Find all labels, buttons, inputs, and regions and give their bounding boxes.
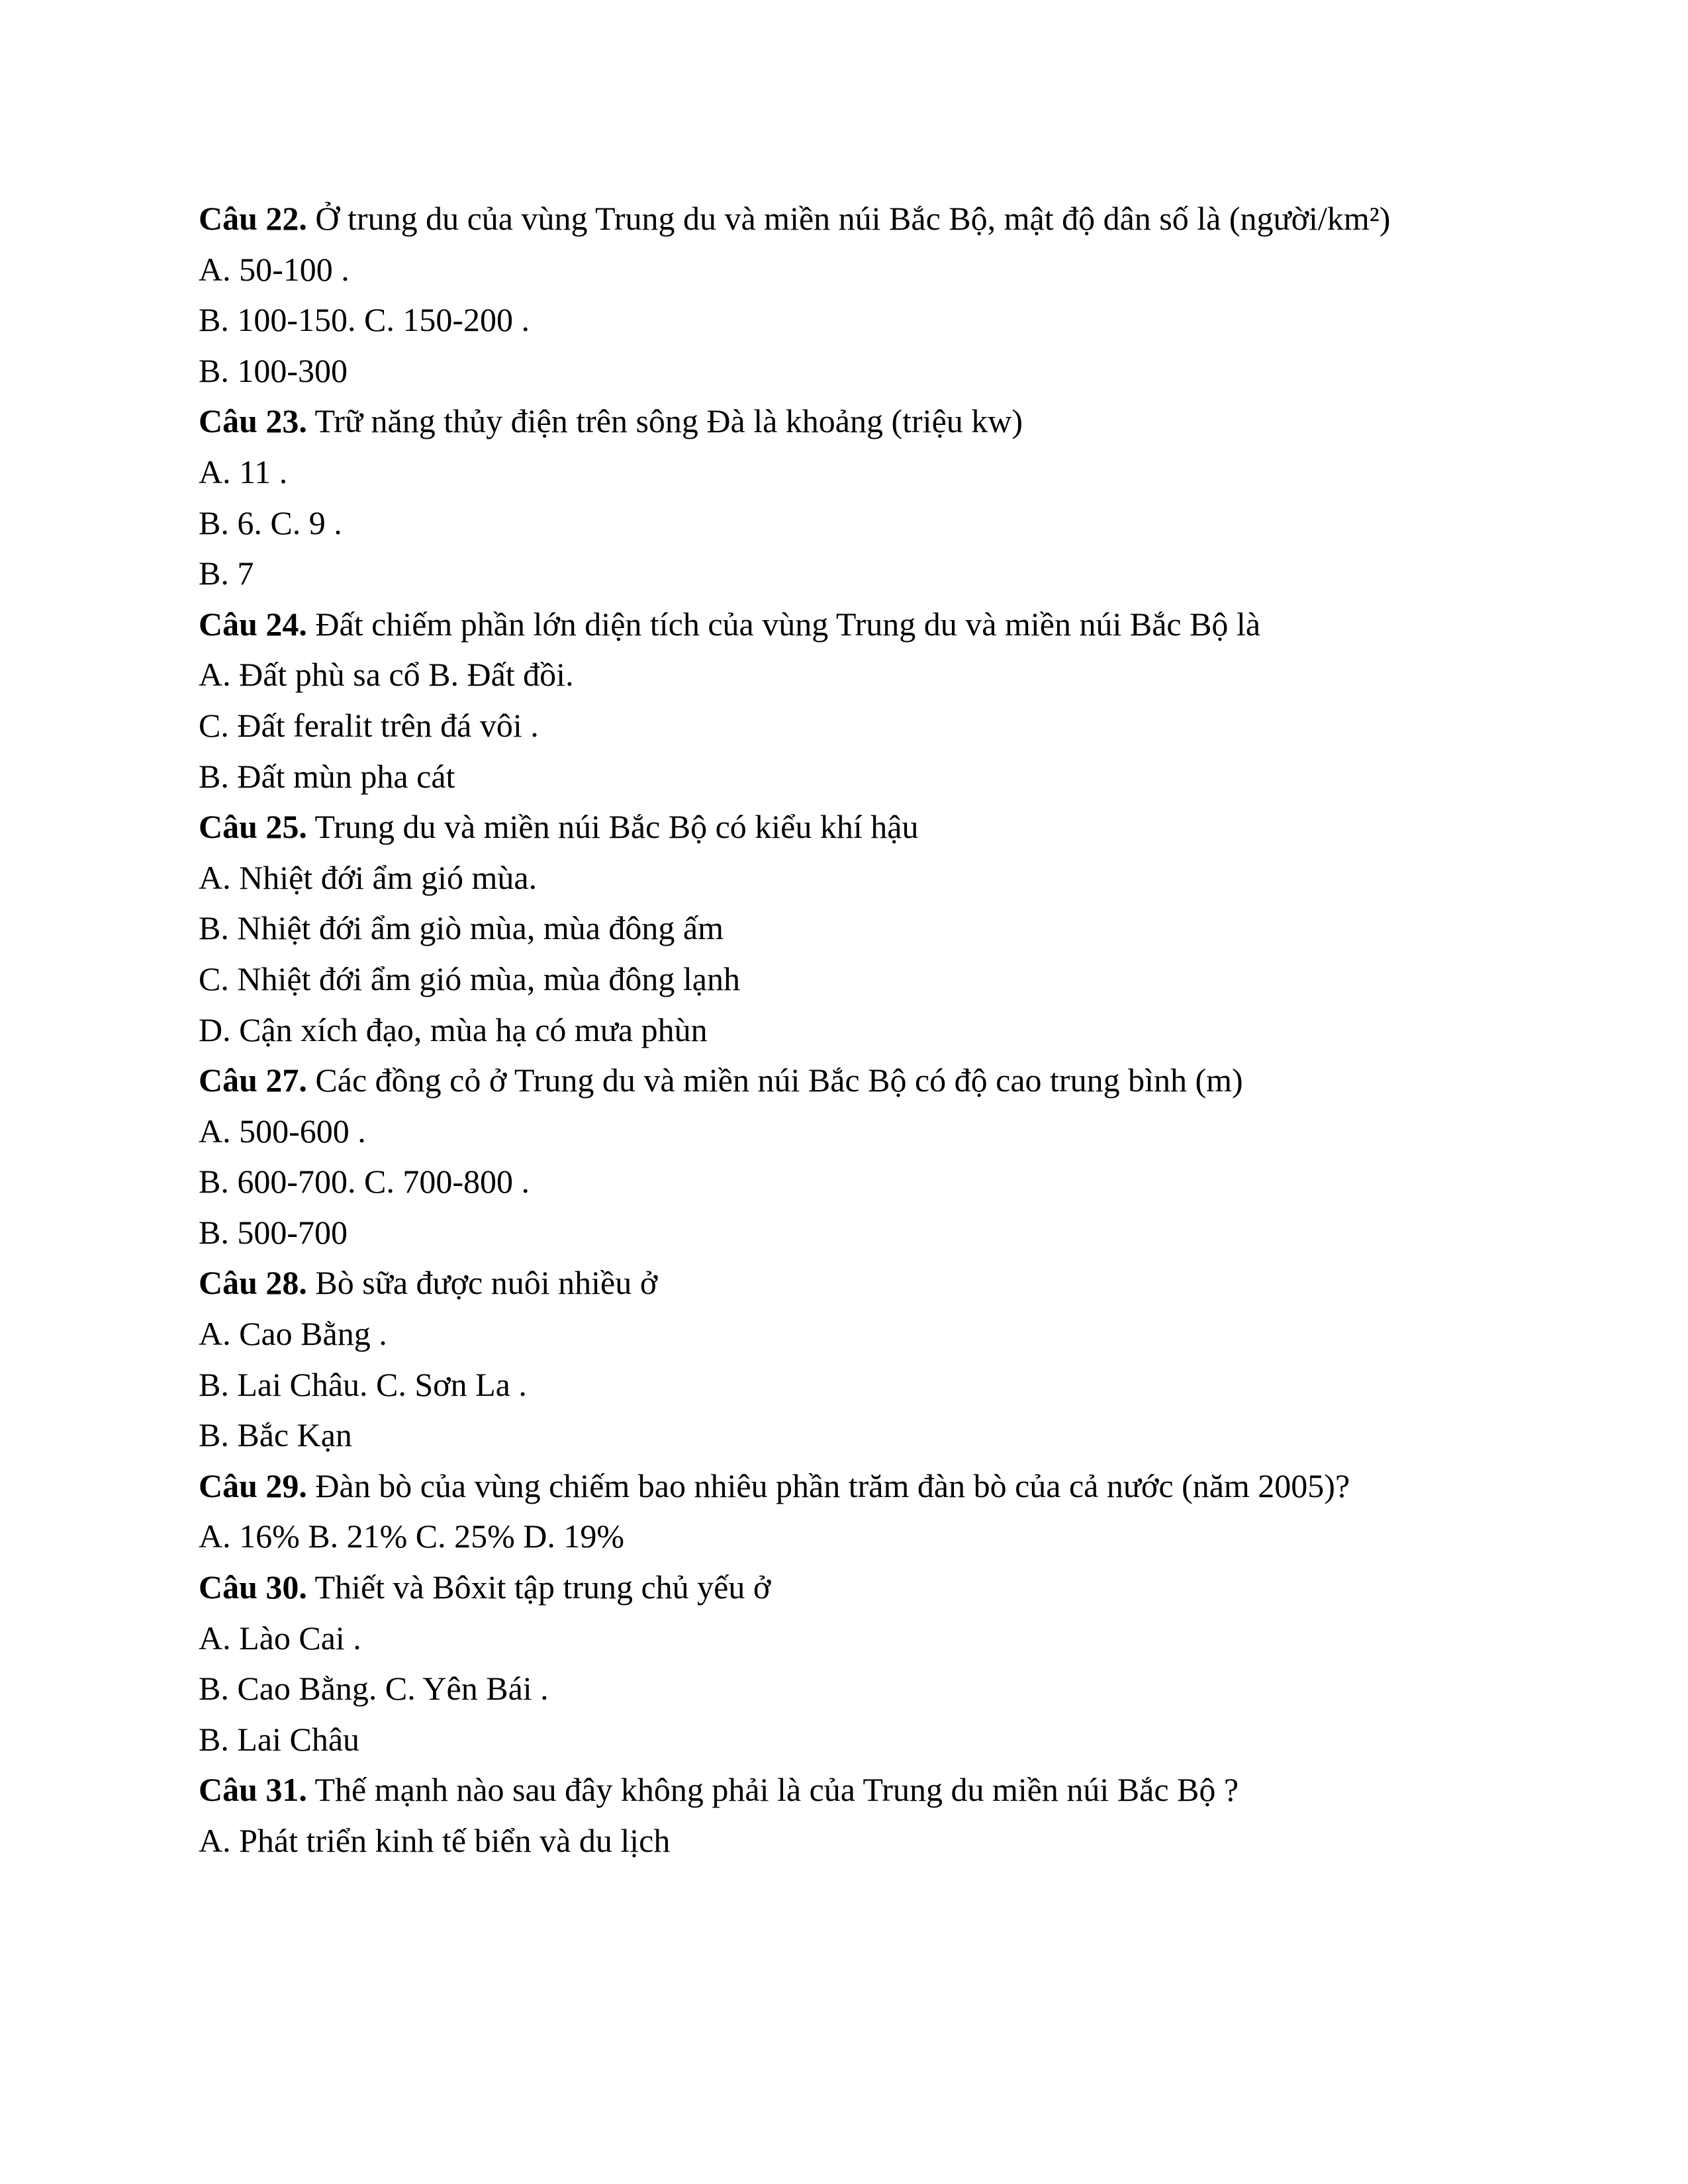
question-text: Trung du và miền núi Bắc Bộ có kiểu khí hậu [306,808,919,846]
answer-option: B. 600-700. C. 700-800 . [199,1163,530,1201]
question-stem [199,1257,1496,1308]
question-stem [199,396,1496,447]
answer-option: B. Nhiệt đới ẩm giò mùa, mùa đông ấm [199,909,724,947]
question-text: Đàn bò của vùng chiếm bao nhiêu phần trăm đàn bò của cả nước (năm 2005)? [306,1467,1350,1504]
question-stem [199,1461,1456,1512]
answer-option: D. Cận xích đạo, mùa hạ có mưa phùn [199,1011,708,1048]
question-25 [199,801,1496,1055]
answer-option: A. 500-600 . [199,1112,366,1150]
answer-option: B. 7 [199,555,254,592]
answer-option: A. Đất phù sa cổ B. Đất đồi. [199,656,574,694]
answer-option: B. Bắc Kạn [199,1416,352,1454]
question-text: Các đồng cỏ ở Trung du và miền núi Bắc Bộ có độ cao trung bình (m) [306,1062,1243,1099]
question-stem [199,1562,1496,1613]
question-number: Câu 28. [199,1264,307,1302]
question-30 [199,1562,1496,1764]
answer-option: A. Nhiệt đới ẩm gió mùa. [199,858,538,896]
answer-option: A. Phát triển kinh tế biển và du lịch [199,1822,671,1859]
question-stem [199,193,1456,244]
answer-option: C. Đất feralit trên đá vôi . [199,706,539,744]
question-stem [199,599,1496,650]
question-24 [199,599,1496,801]
question-stem [199,1055,1496,1106]
answer-option: A. Lào Cai . [199,1619,361,1657]
question-number: Câu 27. [199,1062,307,1099]
answer-option: B. 100-300 [199,351,348,389]
question-28 [199,1257,1496,1460]
question-31 [199,1764,1496,1866]
answer-option: B. 100-150. C. 150-200 . [199,301,530,339]
question-number: Câu 31. [199,1771,307,1809]
question-number: Câu 29. [199,1467,307,1504]
question-23 [199,396,1496,598]
question-29 [199,1461,1496,1562]
answer-option: B. Lai Châu. C. Sơn La . [199,1365,527,1403]
question-stem [199,801,1496,852]
answer-option: C. Nhiệt đới ẩm gió mùa, mùa đông lạnh [199,960,740,997]
question-text: Thế mạnh nào sau đây không phải là của Trung du miền núi Bắc Bộ ? [306,1771,1239,1809]
question-27 [199,1055,1496,1257]
answer-option: A. Cao Bằng . [199,1315,387,1353]
question-number: Câu 25. [199,808,307,846]
answer-option: A. 50-100 . [199,250,350,288]
question-number: Câu 22. [199,200,307,237]
answer-option: B. 6. C. 9 . [199,504,342,541]
answer-option: A. 11 . [199,453,288,490]
question-stem [199,1764,1496,1815]
question-text: Ở trung du của vùng Trung du và miền núi Bắc Bộ, mật độ dân số là (người/km²) [306,200,1391,237]
question-text: Bò sữa được nuôi nhiều ở [306,1264,658,1302]
answer-option: B. Đất mùn pha cát [199,757,455,795]
answer-option: A. 16% B. 21% C. 25% D. 19% [199,1518,625,1555]
question-number: Câu 24. [199,605,307,643]
question-text: Trữ năng thủy điện trên sông Đà là khoảng (triệu kw) [306,402,1023,440]
question-number: Câu 23. [199,402,307,440]
document-page [199,193,1496,1866]
question-text: Đất chiếm phần lớn diện tích của vùng Trung du và miền núi Bắc Bộ là [306,605,1261,643]
question-text: Thiết và Bôxit tập trung chủ yếu ở [306,1569,771,1606]
question-number: Câu 30. [199,1569,307,1606]
answer-option: B. Cao Bằng. C. Yên Bái . [199,1670,549,1707]
question-22 [199,193,1496,396]
answer-option: B. 500-700 [199,1213,348,1251]
answer-option: B. Lai Châu [199,1720,360,1758]
